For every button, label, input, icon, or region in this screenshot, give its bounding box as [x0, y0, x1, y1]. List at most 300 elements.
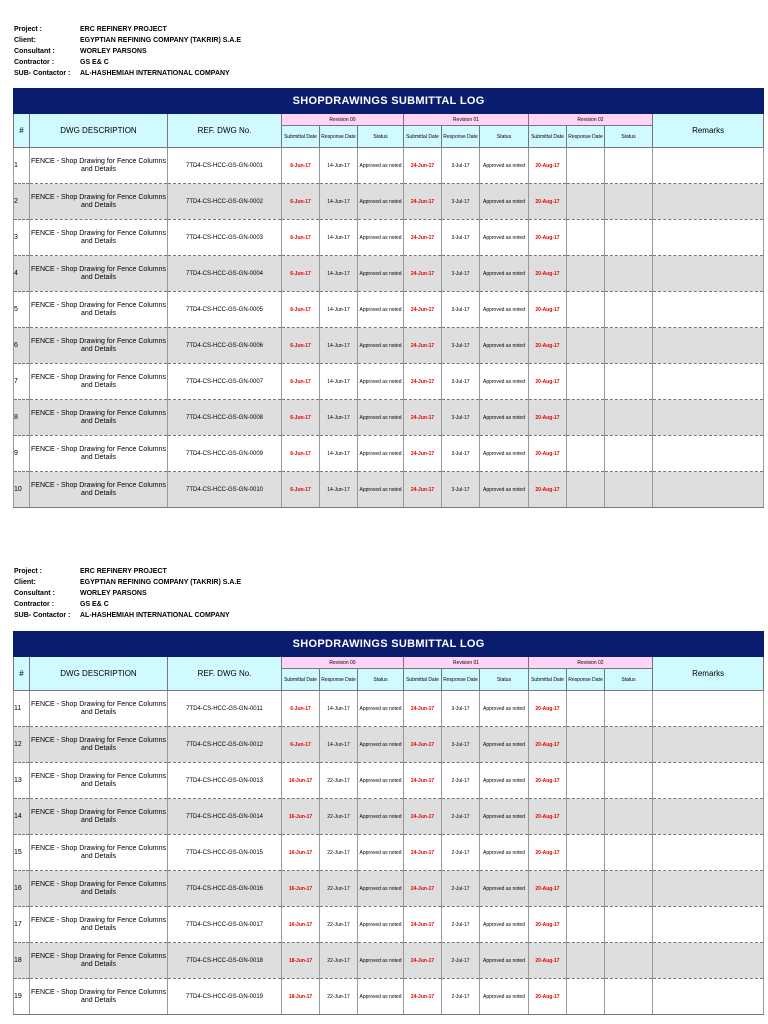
dwg-description: FENCE - Shop Drawing for Fence Columns and Details	[30, 835, 168, 871]
rev00-response-date: 14-Jun-17	[320, 472, 358, 508]
row-number: 19	[14, 979, 30, 1015]
rev02-status	[605, 292, 653, 328]
col-response: Response Date	[567, 126, 605, 148]
row-number: 6	[14, 328, 30, 364]
rev02-response-date	[567, 220, 605, 256]
consultant-label: Consultant :	[14, 48, 55, 55]
rev00-submittal-date: 6-Jun-17	[282, 436, 320, 472]
rev02-header: Revision 02	[529, 114, 653, 126]
rev00-header: Revision 00	[282, 657, 404, 669]
rev02-submittal-date: 20-Aug-17	[529, 220, 567, 256]
contractor-value: GS E& C	[80, 59, 109, 66]
rev02-submittal-date: 20-Aug-17	[529, 184, 567, 220]
rev02-submittal-date: 20-Aug-17	[529, 835, 567, 871]
rev02-status	[605, 907, 653, 943]
rev02-status	[605, 148, 653, 184]
ref-dwg-no: 7TD4-CS-HCC-GS-GN-0008	[168, 400, 282, 436]
rev01-submittal-date: 24-Jun-17	[404, 436, 442, 472]
rev02-response-date	[567, 907, 605, 943]
submittal-log-table-1	[13, 88, 764, 508]
row-number: 10	[14, 472, 30, 508]
rev02-status	[605, 691, 653, 727]
client-label: Client:	[14, 579, 36, 586]
rev01-submittal-date: 24-Jun-17	[404, 727, 442, 763]
rev00-response-date: 22-Jun-17	[320, 907, 358, 943]
rev00-status: Approved as noted	[358, 472, 404, 508]
col-num: #	[14, 114, 30, 148]
rev01-submittal-date: 24-Jun-17	[404, 472, 442, 508]
rev01-status: Approved as noted	[480, 691, 529, 727]
col-status: Status	[605, 126, 653, 148]
rev00-submittal-date: 6-Jun-17	[282, 691, 320, 727]
rev01-response-date: 2-Jul-17	[442, 943, 480, 979]
row-number: 17	[14, 907, 30, 943]
rev02-response-date	[567, 835, 605, 871]
rev02-status	[605, 943, 653, 979]
rev02-status	[605, 256, 653, 292]
rev00-status: Approved as noted	[358, 691, 404, 727]
rev01-status: Approved as noted	[480, 979, 529, 1015]
rev02-status	[605, 328, 653, 364]
rev01-response-date: 2-Jul-17	[442, 835, 480, 871]
ref-dwg-no: 7TD4-CS-HCC-GS-GN-0005	[168, 292, 282, 328]
rev00-response-date: 14-Jun-17	[320, 328, 358, 364]
remarks-cell	[653, 727, 764, 763]
rev00-submittal-date: 6-Jun-17	[282, 472, 320, 508]
ref-dwg-no: 7TD4-CS-HCC-GS-GN-0018	[168, 943, 282, 979]
rev00-submittal-date: 6-Jun-17	[282, 328, 320, 364]
rev01-response-date: 3-Jul-17	[442, 436, 480, 472]
rev01-status: Approved as noted	[480, 220, 529, 256]
rev01-response-date: 3-Jul-17	[442, 184, 480, 220]
rev02-submittal-date: 20-Aug-17	[529, 871, 567, 907]
row-number: 16	[14, 871, 30, 907]
remarks-cell	[653, 184, 764, 220]
col-submittal: Submittal Date	[404, 669, 442, 691]
dwg-description: FENCE - Shop Drawing for Fence Columns and Details	[30, 871, 168, 907]
rev02-status	[605, 835, 653, 871]
project-info-2	[14, 566, 241, 621]
table-row	[14, 979, 764, 1015]
rev02-response-date	[567, 364, 605, 400]
dwg-description: FENCE - Shop Drawing for Fence Columns and Details	[30, 691, 168, 727]
ref-dwg-no: 7TD4-CS-HCC-GS-GN-0002	[168, 184, 282, 220]
rev00-status: Approved as noted	[358, 400, 404, 436]
row-number: 3	[14, 220, 30, 256]
rev02-response-date	[567, 436, 605, 472]
rev02-response-date	[567, 727, 605, 763]
subcontractor-value: AL-HASHEMIAH INTERNATIONAL COMPANY	[80, 612, 230, 619]
rev00-submittal-date: 6-Jun-17	[282, 184, 320, 220]
rev01-response-date: 3-Jul-17	[442, 400, 480, 436]
rev02-status	[605, 364, 653, 400]
rev02-status	[605, 220, 653, 256]
rev01-submittal-date: 24-Jun-17	[404, 763, 442, 799]
row-number: 14	[14, 799, 30, 835]
ref-dwg-no: 7TD4-CS-HCC-GS-GN-0013	[168, 763, 282, 799]
table-body-2	[14, 691, 764, 1015]
rev02-response-date	[567, 184, 605, 220]
table-title: SHOPDRAWINGS SUBMITTAL LOG	[14, 89, 764, 114]
table-row	[14, 871, 764, 907]
remarks-cell	[653, 835, 764, 871]
rev01-status: Approved as noted	[480, 256, 529, 292]
rev01-status: Approved as noted	[480, 727, 529, 763]
table-row	[14, 763, 764, 799]
table-row	[14, 727, 764, 763]
contractor-value: GS E& C	[80, 601, 109, 608]
col-status: Status	[358, 126, 404, 148]
rev01-submittal-date: 24-Jun-17	[404, 148, 442, 184]
col-remarks: Remarks	[653, 657, 764, 691]
dwg-description: FENCE - Shop Drawing for Fence Columns and Details	[30, 364, 168, 400]
rev02-submittal-date: 20-Aug-17	[529, 472, 567, 508]
dwg-description: FENCE - Shop Drawing for Fence Columns and Details	[30, 328, 168, 364]
rev01-response-date: 2-Jul-17	[442, 799, 480, 835]
row-number: 7	[14, 364, 30, 400]
ref-dwg-no: 7TD4-CS-HCC-GS-GN-0006	[168, 328, 282, 364]
remarks-cell	[653, 328, 764, 364]
dwg-description: FENCE - Shop Drawing for Fence Columns and Details	[30, 907, 168, 943]
rev00-status: Approved as noted	[358, 364, 404, 400]
row-number: 13	[14, 763, 30, 799]
rev01-submittal-date: 24-Jun-17	[404, 835, 442, 871]
rev01-submittal-date: 24-Jun-17	[404, 220, 442, 256]
rev01-header: Revision 01	[404, 657, 529, 669]
dwg-description: FENCE - Shop Drawing for Fence Columns and Details	[30, 472, 168, 508]
rev01-header: Revision 01	[404, 114, 529, 126]
rev01-submittal-date: 24-Jun-17	[404, 907, 442, 943]
rev00-submittal-date: 6-Jun-17	[282, 727, 320, 763]
rev02-response-date	[567, 292, 605, 328]
rev02-submittal-date: 20-Aug-17	[529, 256, 567, 292]
rev01-submittal-date: 24-Jun-17	[404, 256, 442, 292]
table-row	[14, 400, 764, 436]
table-row	[14, 328, 764, 364]
rev01-submittal-date: 24-Jun-17	[404, 400, 442, 436]
subcontractor-label: SUB- Contactor :	[14, 612, 71, 619]
row-number: 2	[14, 184, 30, 220]
rev02-response-date	[567, 148, 605, 184]
rev02-submittal-date: 20-Aug-17	[529, 148, 567, 184]
subcontractor-value: AL-HASHEMIAH INTERNATIONAL COMPANY	[80, 70, 230, 77]
rev01-submittal-date: 24-Jun-17	[404, 871, 442, 907]
contractor-label: Contractor :	[14, 59, 55, 66]
rev02-status	[605, 727, 653, 763]
table-row	[14, 799, 764, 835]
rev01-response-date: 2-Jul-17	[442, 763, 480, 799]
consultant-label: Consultant :	[14, 590, 55, 597]
rev02-response-date	[567, 691, 605, 727]
rev01-submittal-date: 24-Jun-17	[404, 979, 442, 1015]
consultant-value: WORLEY PARSONS	[80, 48, 147, 55]
rev02-response-date	[567, 763, 605, 799]
rev01-status: Approved as noted	[480, 799, 529, 835]
rev01-status: Approved as noted	[480, 148, 529, 184]
rev00-response-date: 22-Jun-17	[320, 763, 358, 799]
row-number: 12	[14, 727, 30, 763]
col-status: Status	[605, 669, 653, 691]
remarks-cell	[653, 763, 764, 799]
rev01-status: Approved as noted	[480, 472, 529, 508]
rev01-status: Approved as noted	[480, 328, 529, 364]
rev00-status: Approved as noted	[358, 148, 404, 184]
remarks-cell	[653, 691, 764, 727]
rev00-response-date: 22-Jun-17	[320, 979, 358, 1015]
rev01-response-date: 3-Jul-17	[442, 691, 480, 727]
rev02-submittal-date: 20-Aug-17	[529, 943, 567, 979]
rev00-submittal-date: 16-Jun-17	[282, 871, 320, 907]
table-row	[14, 148, 764, 184]
consultant-value: WORLEY PARSONS	[80, 590, 147, 597]
ref-dwg-no: 7TD4-CS-HCC-GS-GN-0011	[168, 691, 282, 727]
rev02-status	[605, 184, 653, 220]
rev00-submittal-date: 6-Jun-17	[282, 400, 320, 436]
client-value: EGYPTIAN REFINING COMPANY (TAKRIR) S.A.E	[80, 37, 242, 44]
col-response: Response Date	[320, 669, 358, 691]
ref-dwg-no: 7TD4-CS-HCC-GS-GN-0017	[168, 907, 282, 943]
rev01-response-date: 3-Jul-17	[442, 364, 480, 400]
table-row	[14, 256, 764, 292]
table-title: SHOPDRAWINGS SUBMITTAL LOG	[14, 632, 764, 657]
client-value: EGYPTIAN REFINING COMPANY (TAKRIR) S.A.E	[80, 579, 242, 586]
table-row	[14, 292, 764, 328]
dwg-description: FENCE - Shop Drawing for Fence Columns and Details	[30, 184, 168, 220]
rev00-response-date: 22-Jun-17	[320, 943, 358, 979]
rev01-submittal-date: 24-Jun-17	[404, 328, 442, 364]
table-row	[14, 220, 764, 256]
rev00-response-date: 14-Jun-17	[320, 400, 358, 436]
remarks-cell	[653, 400, 764, 436]
ref-dwg-no: 7TD4-CS-HCC-GS-GN-0019	[168, 979, 282, 1015]
rev00-status: Approved as noted	[358, 256, 404, 292]
remarks-cell	[653, 364, 764, 400]
rev02-response-date	[567, 979, 605, 1015]
remarks-cell	[653, 799, 764, 835]
rev00-response-date: 14-Jun-17	[320, 292, 358, 328]
rev00-submittal-date: 16-Jun-17	[282, 763, 320, 799]
rev01-status: Approved as noted	[480, 907, 529, 943]
ref-dwg-no: 7TD4-CS-HCC-GS-GN-0001	[168, 148, 282, 184]
rev00-submittal-date: 6-Jun-17	[282, 292, 320, 328]
remarks-cell	[653, 871, 764, 907]
remarks-cell	[653, 979, 764, 1015]
rev01-response-date: 3-Jul-17	[442, 292, 480, 328]
ref-dwg-no: 7TD4-CS-HCC-GS-GN-0016	[168, 871, 282, 907]
rev01-response-date: 2-Jul-17	[442, 979, 480, 1015]
table-row	[14, 907, 764, 943]
rev02-status	[605, 871, 653, 907]
rev00-status: Approved as noted	[358, 727, 404, 763]
rev02-submittal-date: 20-Aug-17	[529, 799, 567, 835]
rev02-submittal-date: 20-Aug-17	[529, 691, 567, 727]
rev02-submittal-date: 20-Aug-17	[529, 907, 567, 943]
col-status: Status	[358, 669, 404, 691]
rev00-status: Approved as noted	[358, 799, 404, 835]
col-submittal: Submittal Date	[404, 126, 442, 148]
col-remarks: Remarks	[653, 114, 764, 148]
project-value: ERC REFINERY PROJECT	[80, 26, 167, 33]
table-row	[14, 691, 764, 727]
rev00-status: Approved as noted	[358, 292, 404, 328]
rev00-header: Revision 00	[282, 114, 404, 126]
rev01-status: Approved as noted	[480, 871, 529, 907]
row-number: 15	[14, 835, 30, 871]
rev02-submittal-date: 20-Aug-17	[529, 727, 567, 763]
dwg-description: FENCE - Shop Drawing for Fence Columns and Details	[30, 943, 168, 979]
rev00-response-date: 14-Jun-17	[320, 256, 358, 292]
table-row	[14, 364, 764, 400]
rev01-response-date: 2-Jul-17	[442, 907, 480, 943]
rev00-response-date: 14-Jun-17	[320, 436, 358, 472]
col-desc: DWG DESCRIPTION	[30, 657, 168, 691]
rev02-submittal-date: 20-Aug-17	[529, 436, 567, 472]
rev00-response-date: 14-Jun-17	[320, 148, 358, 184]
rev01-status: Approved as noted	[480, 835, 529, 871]
client-label: Client:	[14, 37, 36, 44]
dwg-description: FENCE - Shop Drawing for Fence Columns and Details	[30, 292, 168, 328]
col-response: Response Date	[320, 126, 358, 148]
row-number: 11	[14, 691, 30, 727]
rev00-response-date: 14-Jun-17	[320, 220, 358, 256]
project-info-1	[14, 24, 241, 79]
rev00-status: Approved as noted	[358, 184, 404, 220]
rev01-status: Approved as noted	[480, 292, 529, 328]
rev00-submittal-date: 16-Jun-17	[282, 799, 320, 835]
rev00-response-date: 22-Jun-17	[320, 871, 358, 907]
rev02-response-date	[567, 799, 605, 835]
rev00-status: Approved as noted	[358, 436, 404, 472]
rev00-submittal-date: 6-Jun-17	[282, 148, 320, 184]
rev02-response-date	[567, 871, 605, 907]
col-num: #	[14, 657, 30, 691]
rev01-submittal-date: 24-Jun-17	[404, 184, 442, 220]
rev01-submittal-date: 24-Jun-17	[404, 292, 442, 328]
remarks-cell	[653, 907, 764, 943]
rev02-submittal-date: 20-Aug-17	[529, 328, 567, 364]
rev00-response-date: 14-Jun-17	[320, 184, 358, 220]
table-row	[14, 472, 764, 508]
col-submittal: Submittal Date	[282, 669, 320, 691]
col-response: Response Date	[567, 669, 605, 691]
rev02-submittal-date: 20-Aug-17	[529, 979, 567, 1015]
rev00-response-date: 22-Jun-17	[320, 835, 358, 871]
rev00-status: Approved as noted	[358, 220, 404, 256]
rev01-response-date: 3-Jul-17	[442, 148, 480, 184]
dwg-description: FENCE - Shop Drawing for Fence Columns and Details	[30, 763, 168, 799]
dwg-description: FENCE - Shop Drawing for Fence Columns and Details	[30, 148, 168, 184]
rev01-submittal-date: 24-Jun-17	[404, 799, 442, 835]
table-row	[14, 943, 764, 979]
rev00-submittal-date: 6-Jun-17	[282, 220, 320, 256]
subcontractor-label: SUB- Contactor :	[14, 70, 71, 77]
rev01-status: Approved as noted	[480, 184, 529, 220]
dwg-description: FENCE - Shop Drawing for Fence Columns and Details	[30, 799, 168, 835]
row-number: 5	[14, 292, 30, 328]
remarks-cell	[653, 256, 764, 292]
rev01-response-date: 3-Jul-17	[442, 328, 480, 364]
dwg-description: FENCE - Shop Drawing for Fence Columns and Details	[30, 727, 168, 763]
rev00-submittal-date: 16-Jun-17	[282, 835, 320, 871]
ref-dwg-no: 7TD4-CS-HCC-GS-GN-0007	[168, 364, 282, 400]
ref-dwg-no: 7TD4-CS-HCC-GS-GN-0012	[168, 727, 282, 763]
rev01-status: Approved as noted	[480, 400, 529, 436]
rev00-status: Approved as noted	[358, 835, 404, 871]
rev01-response-date: 3-Jul-17	[442, 220, 480, 256]
remarks-cell	[653, 943, 764, 979]
col-ref: REF. DWG No.	[168, 114, 282, 148]
dwg-description: FENCE - Shop Drawing for Fence Columns and Details	[30, 220, 168, 256]
dwg-description: FENCE - Shop Drawing for Fence Columns and Details	[30, 436, 168, 472]
contractor-label: Contractor :	[14, 601, 55, 608]
rev02-status	[605, 799, 653, 835]
rev02-status	[605, 436, 653, 472]
rev00-response-date: 14-Jun-17	[320, 364, 358, 400]
rev02-status	[605, 979, 653, 1015]
table-row	[14, 436, 764, 472]
project-label: Project :	[14, 26, 43, 33]
remarks-cell	[653, 436, 764, 472]
rev00-status: Approved as noted	[358, 943, 404, 979]
row-number: 8	[14, 400, 30, 436]
rev00-submittal-date: 18-Jun-17	[282, 943, 320, 979]
rev02-response-date	[567, 943, 605, 979]
rev00-response-date: 14-Jun-17	[320, 727, 358, 763]
rev02-status	[605, 400, 653, 436]
rev02-submittal-date: 20-Aug-17	[529, 292, 567, 328]
rev00-status: Approved as noted	[358, 871, 404, 907]
rev01-status: Approved as noted	[480, 364, 529, 400]
dwg-description: FENCE - Shop Drawing for Fence Columns and Details	[30, 979, 168, 1015]
rev02-response-date	[567, 400, 605, 436]
ref-dwg-no: 7TD4-CS-HCC-GS-GN-0004	[168, 256, 282, 292]
col-response: Response Date	[442, 126, 480, 148]
project-label: Project :	[14, 568, 43, 575]
rev01-status: Approved as noted	[480, 436, 529, 472]
ref-dwg-no: 7TD4-CS-HCC-GS-GN-0010	[168, 472, 282, 508]
rev01-status: Approved as noted	[480, 763, 529, 799]
rev00-submittal-date: 16-Jun-17	[282, 907, 320, 943]
rev02-response-date	[567, 472, 605, 508]
rev02-submittal-date: 20-Aug-17	[529, 400, 567, 436]
rev02-status	[605, 472, 653, 508]
col-desc: DWG DESCRIPTION	[30, 114, 168, 148]
rev00-status: Approved as noted	[358, 907, 404, 943]
submittal-log-table-2	[13, 631, 764, 1015]
dwg-description: FENCE - Shop Drawing for Fence Columns and Details	[30, 400, 168, 436]
project-value: ERC REFINERY PROJECT	[80, 568, 167, 575]
col-response: Response Date	[442, 669, 480, 691]
col-status: Status	[480, 669, 529, 691]
rev02-status	[605, 763, 653, 799]
rev00-status: Approved as noted	[358, 979, 404, 1015]
col-submittal: Submittal Date	[529, 669, 567, 691]
rev02-submittal-date: 20-Aug-17	[529, 763, 567, 799]
remarks-cell	[653, 148, 764, 184]
rev01-status: Approved as noted	[480, 943, 529, 979]
remarks-cell	[653, 472, 764, 508]
row-number: 18	[14, 943, 30, 979]
rev02-response-date	[567, 256, 605, 292]
rev01-response-date: 3-Jul-17	[442, 472, 480, 508]
rev01-response-date: 3-Jul-17	[442, 256, 480, 292]
col-submittal: Submittal Date	[529, 126, 567, 148]
ref-dwg-no: 7TD4-CS-HCC-GS-GN-0015	[168, 835, 282, 871]
rev01-response-date: 3-Jul-17	[442, 727, 480, 763]
col-status: Status	[480, 126, 529, 148]
rev00-status: Approved as noted	[358, 763, 404, 799]
remarks-cell	[653, 220, 764, 256]
